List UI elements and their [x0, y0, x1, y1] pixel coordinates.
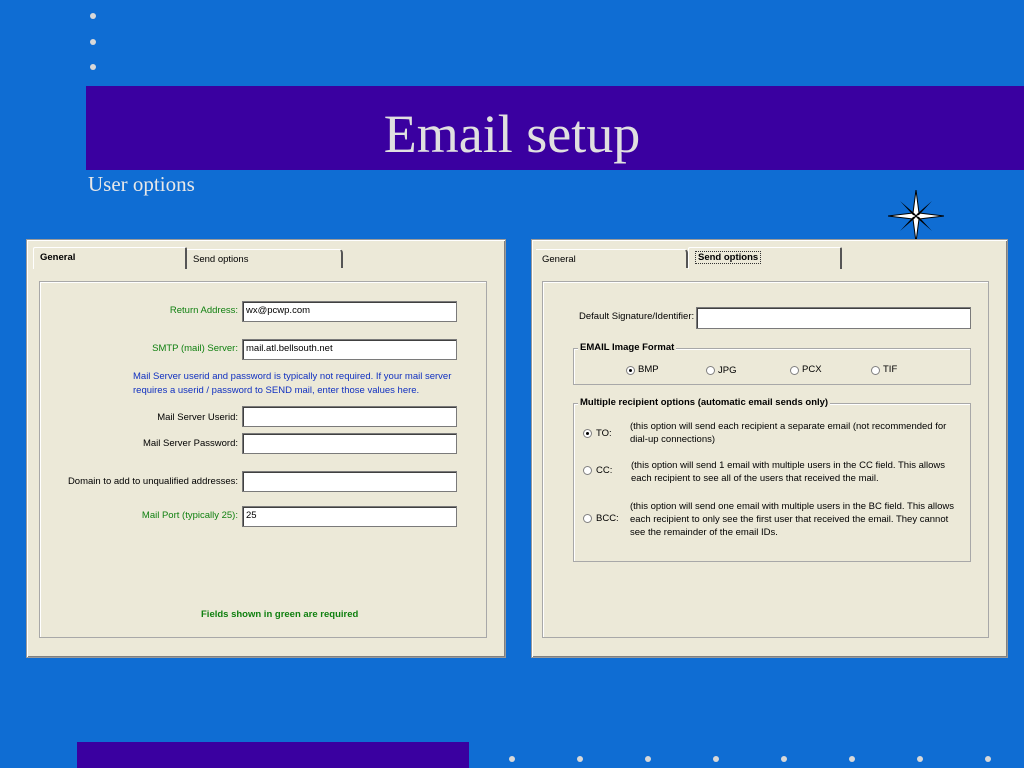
- tab-general[interactable]: General: [536, 249, 688, 268]
- slide-title: Email setup: [383, 104, 641, 164]
- bcc-description: (this option will send one email with multiple users in the BC field. This allows each recipient to only see the first user that received the email. They cannot see the remainder of the email IDs.: [630, 501, 955, 538]
- radio-to-label: TO:: [596, 428, 612, 439]
- bullet-dot: [917, 756, 923, 762]
- info-text-line1: Mail Server userid and password is typically not required. If your mail server: [133, 371, 452, 382]
- radio-bcc[interactable]: [583, 514, 592, 523]
- recipient-options-group: [573, 397, 971, 562]
- radio-tif[interactable]: [871, 366, 880, 375]
- bullet-dot: [849, 756, 855, 762]
- bullet-dot: [90, 64, 96, 70]
- mail-server-userid-field[interactable]: [242, 406, 457, 427]
- required-note: Fields shown in green are required: [201, 609, 359, 620]
- image-format-title: EMAIL Image Format: [580, 342, 675, 353]
- radio-jpg-label: JPG: [718, 365, 737, 376]
- return-address-label: Return Address:: [169, 305, 238, 316]
- domain-label: Domain to add to unqualified addresses:: [67, 476, 238, 487]
- smtp-server-field[interactable]: mail.atl.bellsouth.net: [242, 339, 457, 360]
- radio-to[interactable]: [583, 429, 592, 438]
- send-options-dialog: [531, 239, 1008, 658]
- to-description: (this option will send each recipient a separate email (not recommended for dial-up connections): [630, 421, 947, 445]
- bullet-dot: [985, 756, 991, 762]
- bullet-dot: [577, 756, 583, 762]
- cc-description: (this option will send 1 email with multiple users in the CC field. This allows each recipient to see all of the users that received the mail.: [631, 460, 945, 484]
- default-signature-field[interactable]: [696, 307, 971, 329]
- tab-general[interactable]: General: [33, 247, 187, 269]
- radio-bcc-label: BCC:: [596, 513, 619, 524]
- tab-send-options[interactable]: Send options: [688, 247, 842, 269]
- bullet-dot: [713, 756, 719, 762]
- compass-star-icon: [888, 190, 944, 242]
- radio-bmp-label: BMP: [638, 364, 659, 375]
- general-tab-content: [39, 281, 487, 638]
- bullet-dot: [90, 39, 96, 45]
- default-signature-label: Default Signature/Identifier:: [579, 311, 695, 322]
- radio-tif-label: TIF: [883, 364, 898, 375]
- bullet-dot: [90, 13, 96, 19]
- mail-server-password-label: Mail Server Password:: [142, 438, 238, 449]
- radio-pcx[interactable]: [790, 366, 799, 375]
- bullet-dot: [645, 756, 651, 762]
- slide-subtitle: User options: [88, 172, 195, 196]
- mail-server-userid-label: Mail Server Userid:: [157, 412, 238, 423]
- mail-port-field[interactable]: 25: [242, 506, 457, 527]
- info-text-line2: requires a userid / password to SEND mail, enter those values here.: [133, 385, 420, 396]
- footer-bar: [77, 742, 469, 768]
- smtp-server-label: SMTP (mail) Server:: [152, 343, 238, 354]
- radio-jpg[interactable]: [706, 366, 715, 375]
- radio-cc[interactable]: [583, 466, 592, 475]
- image-format-group: [573, 342, 971, 385]
- bullet-dot: [509, 756, 515, 762]
- mail-server-password-field[interactable]: [242, 433, 457, 454]
- recipient-options-title: Multiple recipient options (automatic email sends only): [580, 397, 829, 408]
- return-address-field[interactable]: wx@pcwp.com: [242, 301, 457, 322]
- radio-cc-label: CC:: [596, 465, 613, 476]
- tab-send-options[interactable]: Send options: [187, 249, 343, 268]
- mail-port-label: Mail Port (typically 25):: [141, 510, 238, 521]
- bullet-dot: [781, 756, 787, 762]
- general-options-dialog: [26, 239, 506, 658]
- radio-bmp[interactable]: [626, 366, 635, 375]
- radio-pcx-label: PCX: [802, 364, 822, 375]
- send-options-tab-content: [542, 281, 989, 638]
- domain-field[interactable]: [242, 471, 457, 492]
